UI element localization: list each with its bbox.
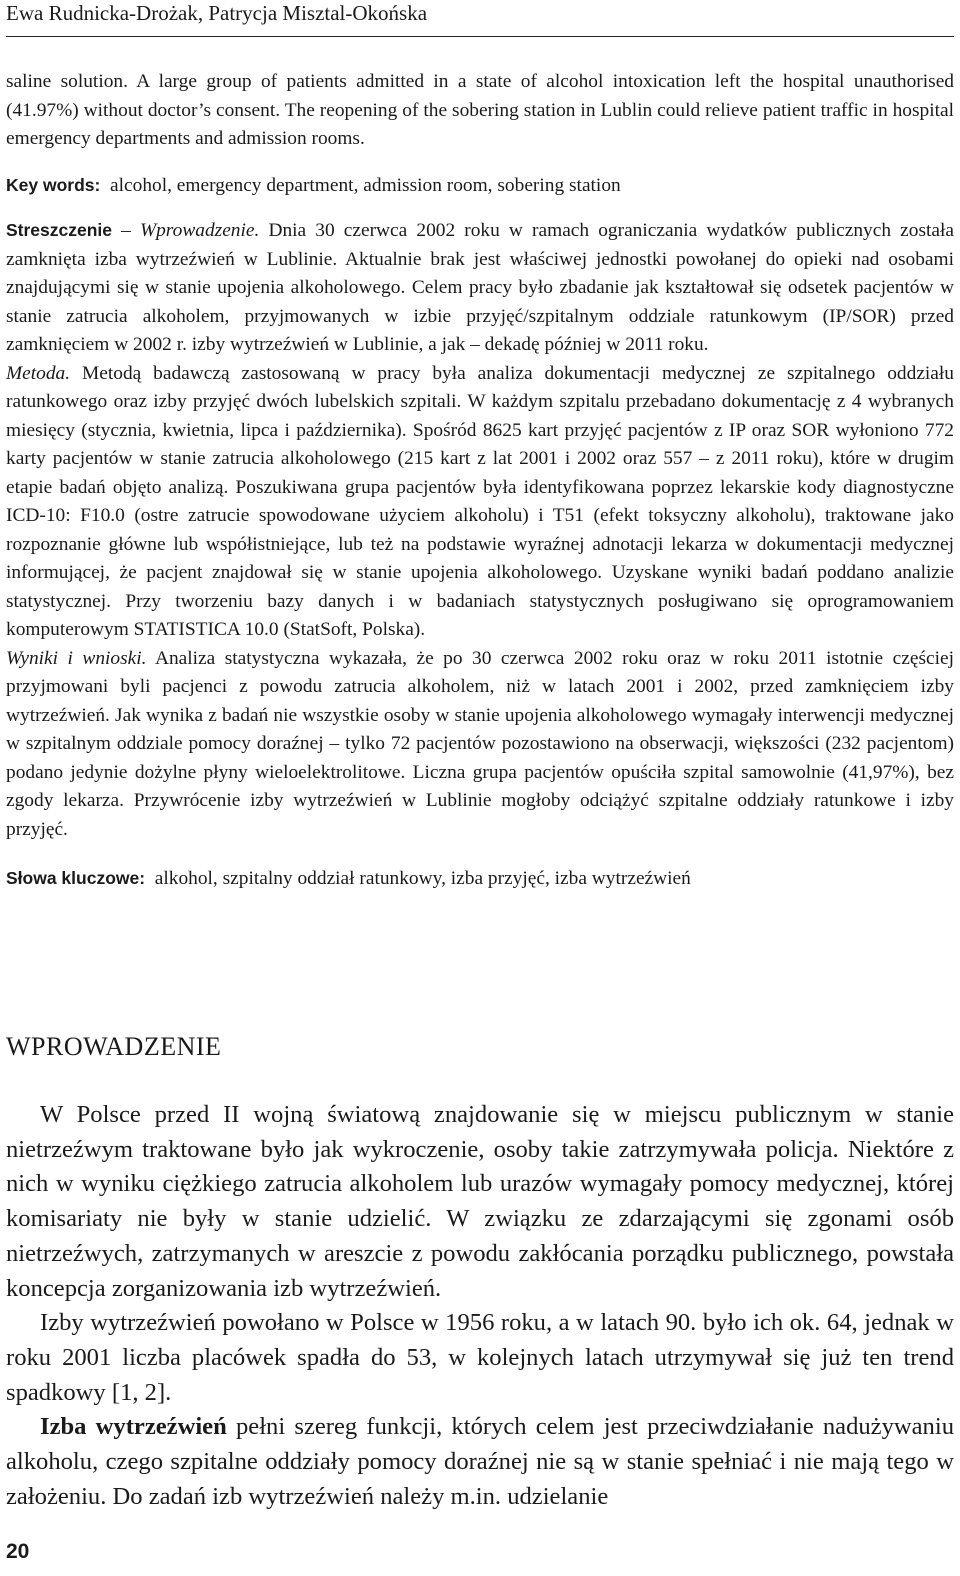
wyniki-text: Analiza statystyczna wykazała, że po 30 czerwca 2002 roku oraz w roku 2011 istotnie częściej przyjmowani byli pacjenci z powodu zatrucia alkoholem, niż w latach 2001 i 2002, przed zamknięciem izby wytrzeźwień. Jak wynika z badań nie wszystkie osoby w stanie upojenia alkoholowego wymagały interwencji medycznej w szpitalnym oddziale pomocy doraźnej – tylko 72 pacjentów pozostawiono na obserwacji, większości (232 pacjentom) podano jedynie dożylne płyny wieloelektrolitowe. Liczna grupa pacjentów opuściła szpital samowolnie (41,97%), bez zgody lekarza. Przywrócenie izby wytrzeźwień w Lublinie mogłoby odciążyć szpitalne oddziały ratunkowe i izby przyjęć. [6, 647, 955, 840]
keywords-en-label: Key words: [6, 174, 101, 195]
intro-p3-text: pełni szereg funkcji, których celem jest przeciwdziałanie nadużywaniu alkoholu, czego szpitalne oddziały pomocy doraźnej nie są w stanie spełniać i nie mają tego w założeniu. Do zadań izb wytrzeźwień należy m.in. udzielanie [6, 1413, 954, 1510]
intro-p3-bold: Izba wytrzeźwień [40, 1413, 227, 1441]
keywords-en-text: alcohol, emergency department, admission room, sobering station [110, 174, 621, 196]
intro-paragraph-3 [6, 1410, 954, 1514]
keywords-pl-text: alkohol, szpitalny oddział ratunkowy, izba przyjęć, izba wytrzeźwień [154, 868, 691, 889]
streszczenie-label: Streszczenie [6, 220, 113, 240]
keywords-pl [6, 864, 954, 894]
intro-paragraph-1: W Polsce przed II wojną światową znajdowanie się w miejscu publicznym w stanie nietrzeźwym traktowane było jak wykroczenie, osoby takie zatrzymywała policja. Niektóre z nich w wyniku ciężkiego zatrucia alkoholem lub urazów wymagały pomocy medycznej, której komisariaty nie były w stanie udzielić. W związku ze zdarzającymi się zgonami osób nietrzeźwych, zatrzymanych w areszcie z powodu zakłócania porządku publicznego, powstała koncepcja zorganizowania izb wytrzeźwień. [6, 1101, 954, 1302]
wprowadzenie-text: Dnia 30 czerwca 2002 roku w ramach ograniczania wydatków publicznych została zamknięta izba wytrzeźwień w Lublinie. Aktualnie brak jest właściwej jednostki powołanej do opieki nad osobami znajdującymi się w stanie upojenia alkoholowego. Celem pracy było zbadanie jak kształtował się odsetek pacjentów w stanie zatrucia alkoholem, przyjmowanych w izbie przyjęć/szpitalnym oddziale ratunkowym (IP/SOR) przed zamknięciem w 2002 r. izby wytrzeźwień w Lublinie, a jak – dekadę później w 2011 roku. [6, 220, 954, 355]
page-number: 20 [6, 1540, 30, 1563]
header-authors: Ewa Rudnicka-Drożak, Patrycja Misztal-Okońska [6, 1, 428, 25]
keywords-pl-label: Słowa kluczowe: [6, 868, 146, 888]
abstract-pl-intro: Streszczenie – Wprowadzenie. Dnia 30 czerwca 2002 roku w ramach ograniczania wydatków publicznych została zamknięta izba wytrzeźwień w Lublinie. Aktualnie brak jest właściwej jednostki powołanej do opieki nad osobami znajdującymi się w stanie upojenia alkoholowego. Celem pracy było zbadanie jak kształtował się odsetek pacjentów w stanie zatrucia alkoholem, przyjmowanych w izbie przyjęć/szpitalnym oddziale ratunkowym (IP/SOR) przed zamknięciem w 2002 r. izby wytrzeźwień w Lublinie, a jak – dekadę później w 2011 roku. [6, 220, 954, 355]
section-title: WPROWADZENIE [6, 1032, 222, 1061]
wyniki-label: Wyniki i wnioski. [6, 647, 147, 669]
running-header [6, 0, 954, 37]
abstract-section [6, 68, 954, 894]
keywords-en [6, 171, 954, 201]
intro-body [6, 1098, 954, 1514]
metoda-label: Metoda. [6, 362, 71, 384]
abstract-en-continuation: saline solution. A large group of patients admitted in a state of alcohol intoxication left the hospital unauthorised (41.97%) without doctor’s consent. The reopening of the sobering station in Lublin could relieve patient traffic in hospital emergency departments and admission rooms. [6, 71, 954, 149]
wprowadzenie-label: Wprowadzenie. [139, 220, 260, 241]
abstract-pl-results [6, 645, 954, 845]
metoda-text: Metodą badawczą zastosowaną w pracy była analiza dokumentacji medycznej ze szpitalnego oddziału ratunkowego oraz izby przyjęć dwóch lubelskich szpitali. W każdym szpitalu przebadano dokumentację z 4 wybranych miesięcy (stycznia, kwietnia, lipca i października). Spośród 8625 kart przyjęć pacjentów z IP oraz SOR wyłoniono 772 karty pacjentów w stanie zatrucia alkoholowego (215 kart z lat 2001 i 2002 oraz 557 – z 2011 roku), które w drugim etapie badań objęto analizą. Poszukiwana grupa pacjentów była identyfikowana poprzez lekarskie kody diagnostyczne ICD-10: F10.0 (ostre zatrucie spowodowane użyciem alkoholu) i T51 (efekt toksyczny alkoholu), traktowane jako rozpoznanie główne lub współistniejące, lub też na podstawie wyraźnej adnotacji lekarza w dokumentacji medycznej informującej, że pacjent znajdował się w stanie upojenia alkoholowego. Uzyskane wyniki badań poddano analizie statystycznej. Przy tworzeniu bazy danych i w badaniach statystycznych posługiwano się oprogramowaniem komputerowym STATISTICA 10.0 (StatSoft, Polska). [6, 362, 954, 640]
intro-paragraph-2: Izby wytrzeźwień powołano w Polsce w 1956 roku, a w latach 90. było ich ok. 64, jednak w roku 2001 liczba placówek spadła do 53, w kolejnych latach utrzymywał się już ten trend spadkowy [1, 2]. [6, 1309, 954, 1406]
abstract-pl-method [6, 360, 954, 645]
